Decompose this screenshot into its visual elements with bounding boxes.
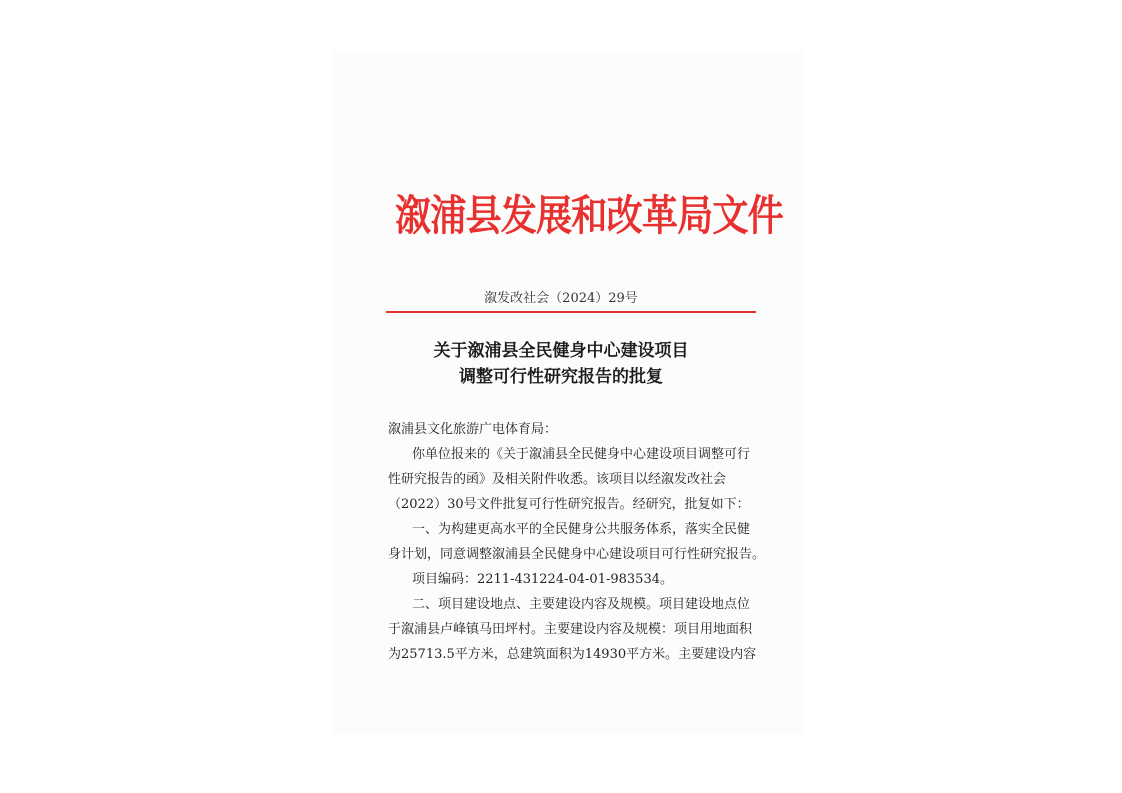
body-line: 性研究报告的函》及相关附件收悉。该项目以经溆发改社会 (388, 472, 727, 487)
body-line: 你单位报来的《关于溆浦县全民健身中心建设项目调整可行 (412, 447, 751, 462)
addressee: 溆浦县文化旅游广电体育局： (388, 422, 558, 437)
subject-title-line-1: 关于溆浦县全民健身中心建设项目 (433, 341, 689, 361)
body-line: 一、为构建更高水平的全民健身公共服务体系，落实全民健 (412, 522, 751, 537)
issuing-authority-header: 溆浦县发展和改革局文件 (395, 191, 783, 240)
body-line: （2022）30号文件批复可行性研究报告。经研究，批复如下： (388, 497, 750, 512)
body-line: 为25713.5平方米，总建筑面积为14930平方米。主要建设内容 (388, 647, 757, 662)
document-number: 溆发改社会（2024）29号 (484, 291, 638, 306)
body-line: 项目编码：2211-431224-04-01-983534。 (412, 572, 673, 587)
body-line: 身计划，同意调整溆浦县全民健身中心建设项目可行性研究报告。 (388, 547, 766, 562)
subject-title-line-2: 调整可行性研究报告的批复 (459, 367, 663, 387)
body-line: 二、项目建设地点、主要建设内容及规模。项目建设地点位 (412, 597, 751, 612)
body-line: 于溆浦县卢峰镇马田坪村。主要建设内容及规模：项目用地面积 (388, 622, 753, 637)
red-divider-line (386, 311, 756, 313)
